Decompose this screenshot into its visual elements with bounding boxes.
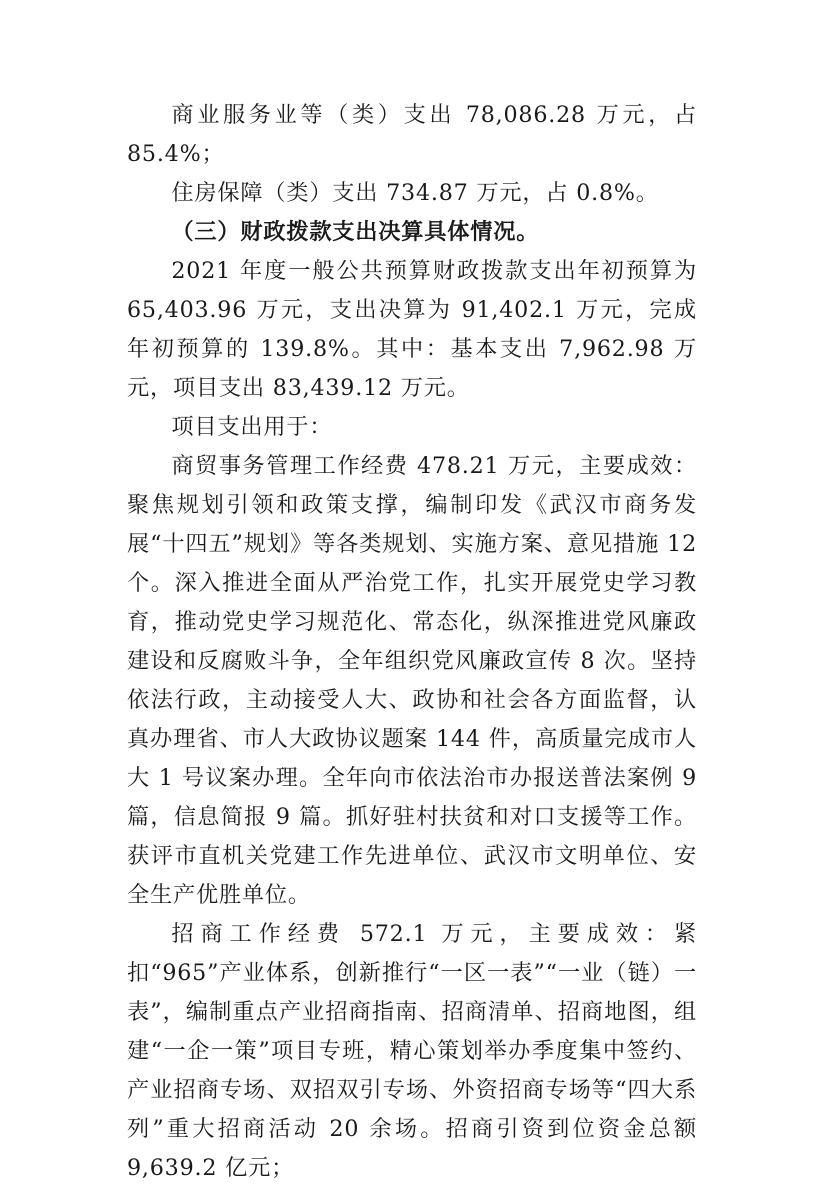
paragraph-investment-funds: 招商工作经费 572.1 万元，主要成效：紧扣“965”产业体系，创新推行“一区一表”“一业（链）一表”，编制重点产业招商指南、招商清单、招商地图，组建“一企一策”项目专班，精心策划举办季度集中签约、产业招商专场、双招双引专场、外资招商专场等“四大系列”重大招商活动 20 余场。招商引资到位资金总额 9,639.2 亿元； (127, 921, 697, 1181)
section-heading-fiscal-details: （三）财政拨款支出决算具体情况。 (171, 219, 540, 245)
paragraph-housing-expenditure: 住房保障（类）支出 734.87 万元，占 0.8%。 (171, 180, 659, 206)
paragraph-project-usage-intro: 项目支出用于： (171, 414, 333, 440)
paragraph-budget-summary: 2021 年度一般公共预算财政拨款支出年初预算为 65,403.96 万元，支出决算为 91,402.1 万元，完成年初预算的 139.8%。其中：基本支出 7,962.98 万元，项目支出 83,439.12 万元。 (127, 258, 697, 401)
paragraph-commerce-expenditure: 商业服务业等（类）支出 78,086.28 万元，占 85.4%； (127, 102, 697, 167)
paragraph-trade-affairs-funds: 商贸事务管理工作经费 478.21 万元，主要成效：聚焦规划引领和政策支撑，编制印发《武汉市商务发展“十四五”规划》等各类规划、实施方案、意见措施 12 个。深入推进全面从严治党工作，扎实开展党史学习教育，推动党史学习规范化、常态化，纵深推进党风廉政建设和反腐败斗争，全年组织党风廉政宣传 8 次。坚持依法行政，主动接受人大、政协和社会各方面监督，认真办理省、市人大政协议题案 144 件，高质量完成市人大 1 号议案办理。全年向市依法治市办报送普法案例 9 篇，信息简报 9 篇。抓好驻村扶贫和对口支援等工作。获评市直机关党建工作先进单位、武汉市文明单位、安全生产优胜单位。 (127, 453, 697, 908)
document-body (127, 96, 697, 1188)
